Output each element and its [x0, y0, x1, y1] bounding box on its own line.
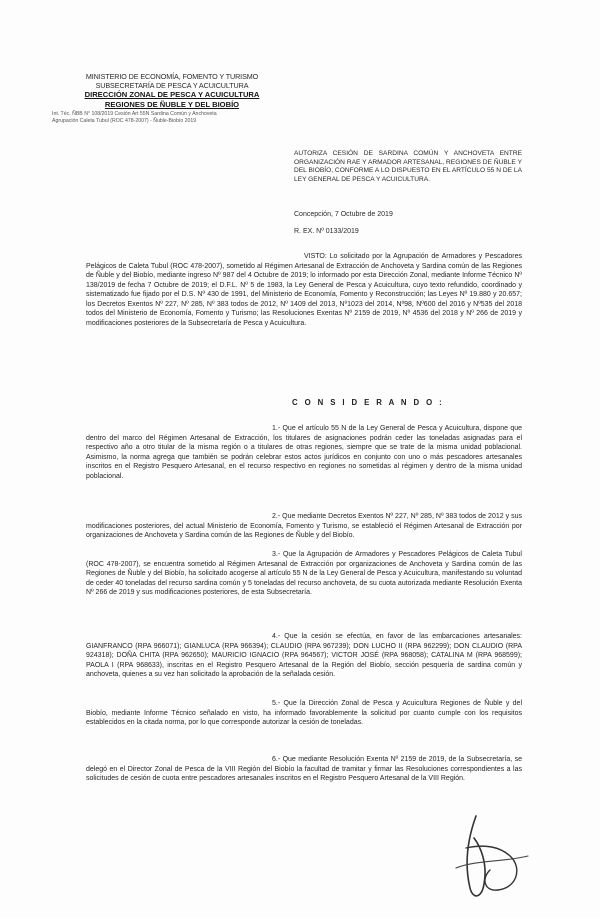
- considerando-1: 1.- Que el artículo 55 N de la Ley General de Pesca y Acuicultura, dispone que dentro del marco del Régimen Artesanal de Extracción, los titulares de asignaciones podrán ceder las toneladas asignadas para el respectivo año a otro titular de la misma región o a titulares de otras regiones, siempre que se trate de la misma unidad poblacional. Asimismo, la norma agrega que también se podrán celebrar estos actos jurídicos en conjunto con uno o más pescadores artesanales inscritos en el Registro Pesquero Artesanal, en el recurso respectivo en regiones no sometidas al régimen y dentro de la misma unidad poblacional.: [86, 425, 522, 480]
- letterhead: [52, 72, 292, 125]
- considerando-heading: C O N S I D E R A N D O :: [292, 398, 445, 407]
- place-date: Concepción, 7 Octubre de 2019: [294, 211, 393, 218]
- handwritten-signature: [446, 808, 536, 903]
- considerando-4: 4.- Que la cesión se efectúa, en favor de las embarcaciones artesanales: GIANFRANCO (RPA 966071); GIANLUCA (RPA 966394); CLAUDIO (RPA 967239); DON LUCHO II (RPA 962299); DON CLAUDIO (RPA 924318); DOÑA CHITA (RPA 962650); MAURICIO IGNACIO (RPA 964567); VICTOR JOSÉ (RPA 968058); CATALINA M (RPA 968599); PAOLA I (RPA 968633), inscritas en el Registro Pesquero Artesanal de la Región del Biobío, sección pesquería de sardina común y anchoveta, quienes a su vez han solicitado la aprobación de la señalada cesión.: [86, 633, 522, 678]
- considerando-5: 5.- Que la Dirección Zonal de Pesca y Acuicultura Regiones de Ñuble y del Biobío, mediante Informe Técnico señalado en visto, ha informado favorablemente la solicitud por cuanto cumple con los requisitos establecidos en la citada norma, por lo que corresponde autorizar la cesión de toneladas.: [86, 700, 522, 726]
- ministry-line: MINISTERIO DE ECONOMÍA, FOMENTO Y TURISMO: [85, 72, 259, 81]
- visto-paragraph: VISTO: Lo solicitado por la Agrupación de Armadores y Pescadores Pelágicos de Caleta Tubul (ROC 478-2007), sometido al Régimen Artesanal de Extracción de Anchoveta y Sardina común de las Regiones de Ñuble y del Biobío, mediante ingreso Nº 987 del 4 Octubre de 2019; lo informado por esta Dirección Zonal, mediante Informe Técnico Nº 138/2019 de fecha 7 Octubre de 2019; el D.F.L. Nº 5 de 1983, la Ley General de Pesca y Acuicultura, cuyo texto refundido, coordinado y sistematizado fue fijado por el D.S. Nº 430 de 1991, del Ministerio de Economía, Fomento y Reconstrucción; las Leyes Nº 19.880 y 20.657; los Decretos Exentos Nº 227, Nº 285, Nº 383 todos de 2012, Nº 1409 del 2013, Nº1023 del 2014, Nº98, Nº600 del 2016 y Nº535 del 2018 todos del Ministerio de Economía, Fomento y Turismo; las Resoluciones Exentas Nº 2159 de 2019, Nº 4536 del 2018 y Nº 266 de 2019 y modificaciones posteriores de la Subsecretaría de Pesca y Acuicultura.: [86, 253, 522, 327]
- resolution-subject: AUTORIZA CESIÓN DE SARDINA COMÚN Y ANCHOVETA ENTRE ORGANIZACIÓN RAE Y ARMADOR ARTESANAL, REGIONES DE ÑUBLE Y DEL BIOBÍO, CONFORME A LO DISPUESTO EN EL ARTÍCULO 55 N DE LA LEY GENERAL DE PESCA Y ACUICULTURA.: [294, 150, 522, 183]
- reference-line-2: Agrupación Caleta Tubul (ROC 478-2007) - Ñuble-Biobío 2019: [52, 118, 197, 125]
- regions-line: REGIONES DE ÑUBLE Y DEL BIOBÍO: [104, 100, 240, 109]
- considerando-3: 3.- Que la Agrupación de Armadores y Pescadores Pelágicos de Caleta Tubul (ROC 478-2007), se encuentra sometido al Régimen Artesanal de Extracción por organizaciones de Anchoveta y Sardina común de las Regiones de Ñuble y del Biobío, ha solicitado acogerse al artículo 55 N de la Ley General de Pesca y Acuicultura, manifestando su voluntad de ceder 40 toneladas del recurso sardina común y 5 toneladas del recurso anchoveta, de su cuota autorizada mediante Resolución Exenta Nº 266 de 2019 y sus modificaciones posteriores, de esta Subsecretaría.: [86, 551, 522, 596]
- considerando-2: 2.- Que mediante Decretos Exentos Nº 227, Nº 285, Nº 383 todos de 2012 y sus modificaciones posteriores, del actual Ministerio de Economía, Fomento y Turismo, se estableció el Régimen Artesanal de Extracción por organizaciones de Anchoveta y Sardina común de las Regiones de Ñuble y del Biobío.: [86, 513, 522, 539]
- reference-line-1: Int. Téc. ÑBB N° 108/2019 Cesión Art 55N Sardina Común y Anchoveta: [52, 111, 217, 117]
- zonal-direction-line: DIRECCIÓN ZONAL DE PESCA Y ACUICULTURA: [84, 90, 260, 99]
- subsecretariat-line: SUBSECRETARÍA DE PESCA Y ACUICULTURA: [95, 81, 249, 90]
- resolution-number: R. EX. Nº 0133/2019: [294, 228, 359, 235]
- considerando-6: 6.- Que mediante Resolución Exenta Nº 2159 de 2019, de la Subsecretaría, se delegó en el Director Zonal de Pesca de la VIII Región del Biobío la facultad de tramitar y firmar las Resoluciones correspondientes a las solicitudes de cesión de cuota entre pescadores artesanales inscritos en el Registro Pesquero Artesanal de la VIII Región.: [86, 756, 522, 782]
